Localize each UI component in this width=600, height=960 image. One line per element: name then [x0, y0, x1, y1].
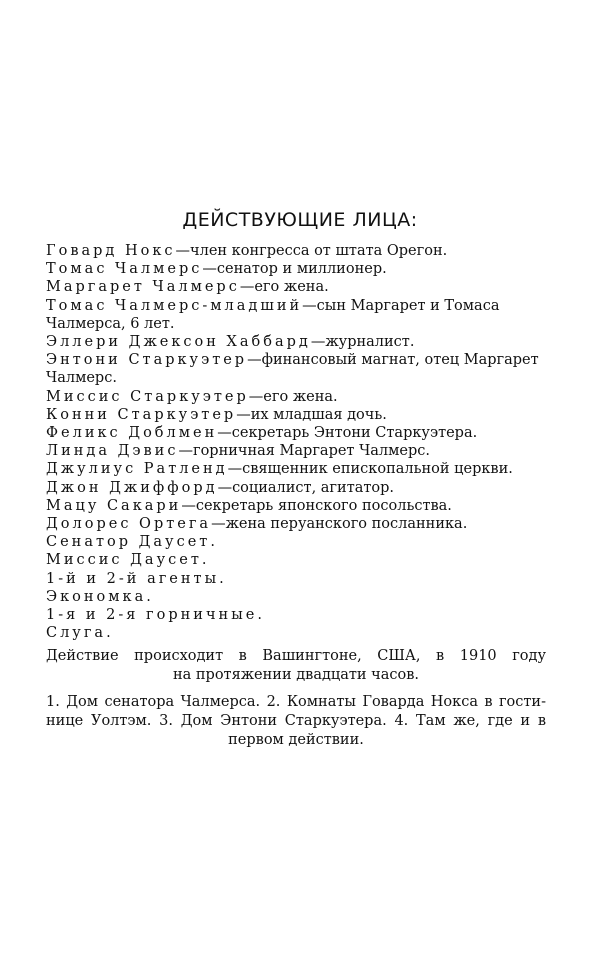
setting-line: на протяжении двадцати часов. [172, 666, 420, 683]
dash: — [310, 334, 326, 351]
cast-entry [46, 260, 546, 278]
dash: — [227, 461, 243, 478]
dash: — [239, 279, 255, 296]
dash: — [202, 261, 217, 278]
character-description: его жена. [254, 279, 329, 296]
cast-entry [46, 406, 546, 424]
cast-entry [46, 533, 546, 551]
cast-entry [46, 460, 546, 478]
character-description: социалист, агитатор. [232, 479, 394, 496]
dash: — [302, 297, 317, 314]
character-description: секретарь Энтони Старкуэтера. [231, 425, 478, 442]
dash: — [247, 352, 262, 369]
character-description: священник епископальной церкви. [242, 461, 513, 478]
character-name: Слуга. [46, 625, 114, 642]
character-name: Томас Чалмерс-младший [46, 297, 303, 314]
cast-list [46, 242, 546, 642]
character-description: сенатор и миллионер. [216, 261, 387, 278]
character-name: Долорес Ортега [46, 516, 212, 533]
cast-entry [46, 606, 546, 624]
character-name: Эллери Джексон Хаббард [46, 334, 311, 351]
acts-line: нице Уолтэм. 3. Дом Энтони Старкуэтера. 4. Там же, где и в [46, 713, 546, 729]
character-name: Энтони Старкуэтер [46, 352, 248, 369]
character-name: Конни Старкуэтер [46, 406, 237, 423]
character-description: член конгресса от штата Орегон. [190, 243, 448, 259]
cast-entry [46, 570, 546, 588]
character-description: сын Маргарет и Томаса Чалмерса, 6 лет. [46, 297, 500, 332]
character-description: журналист. [325, 334, 415, 351]
acts-line: первом действии. [228, 732, 364, 748]
cast-entry [46, 351, 546, 387]
character-description: жена перуанского посланника. [225, 516, 468, 533]
character-description: горничная Маргарет Чалмерс. [192, 443, 431, 460]
character-name: Говард Нокс [46, 243, 176, 259]
character-name: Маргарет Чалмерс [46, 279, 240, 296]
cast-entry [46, 388, 546, 406]
setting-note [46, 647, 546, 684]
cast-entry [46, 442, 546, 460]
dash: — [181, 497, 196, 514]
dash: — [217, 425, 232, 442]
cast-entry [46, 479, 546, 497]
character-description: их младшая дочь. [250, 406, 387, 423]
character-name: Феликс Доблмен [46, 425, 218, 442]
dash: — [175, 243, 191, 259]
dash: — [211, 516, 226, 533]
acts-list [46, 693, 546, 750]
cast-entry [46, 242, 546, 260]
page-title: ДЕЙСТВУЮЩИЕ ЛИЦА: [182, 209, 418, 231]
character-description: его жена. [263, 388, 338, 405]
character-name: Экономка. [46, 588, 154, 605]
character-description: финансовый магнат, отец Маргарет Чалмерс. [46, 352, 539, 387]
dash: — [217, 479, 233, 496]
cast-entry [46, 588, 546, 606]
character-name: Миссис Старкуэтер [46, 388, 249, 405]
cast-entry [46, 624, 546, 642]
character-name: 1-й и 2-й агенты. [46, 570, 227, 587]
dash: — [236, 406, 251, 423]
character-name: Сенатор Даусет. [46, 534, 218, 551]
acts-line: 1. Дом сенатора Чалмерса. 2. Комнаты Говарда Нокса в гости- [46, 694, 546, 710]
character-name: Томас Чалмерс [46, 261, 203, 278]
cast-entry [46, 333, 546, 351]
character-name: Мацу Сакари [46, 497, 182, 514]
setting-line: Действие происходит в Вашингтоне, США, в 1910 году [46, 648, 546, 664]
character-name: Миссис Даусет. [46, 552, 210, 569]
cast-entry [46, 278, 546, 296]
dash: — [248, 388, 264, 405]
character-name: Джулиус Ратленд [46, 461, 228, 478]
cast-entry [46, 497, 546, 515]
character-name: Линда Дэвис [46, 443, 179, 460]
character-name: 1-я и 2-я горничные. [46, 607, 265, 624]
cast-entry [46, 297, 546, 333]
cast-entry [46, 515, 546, 533]
character-description: секретарь японского посольства. [195, 497, 452, 514]
character-name: Джон Джиффорд [46, 479, 218, 496]
cast-entry [46, 424, 546, 442]
cast-entry [46, 551, 546, 569]
dash: — [178, 443, 193, 460]
